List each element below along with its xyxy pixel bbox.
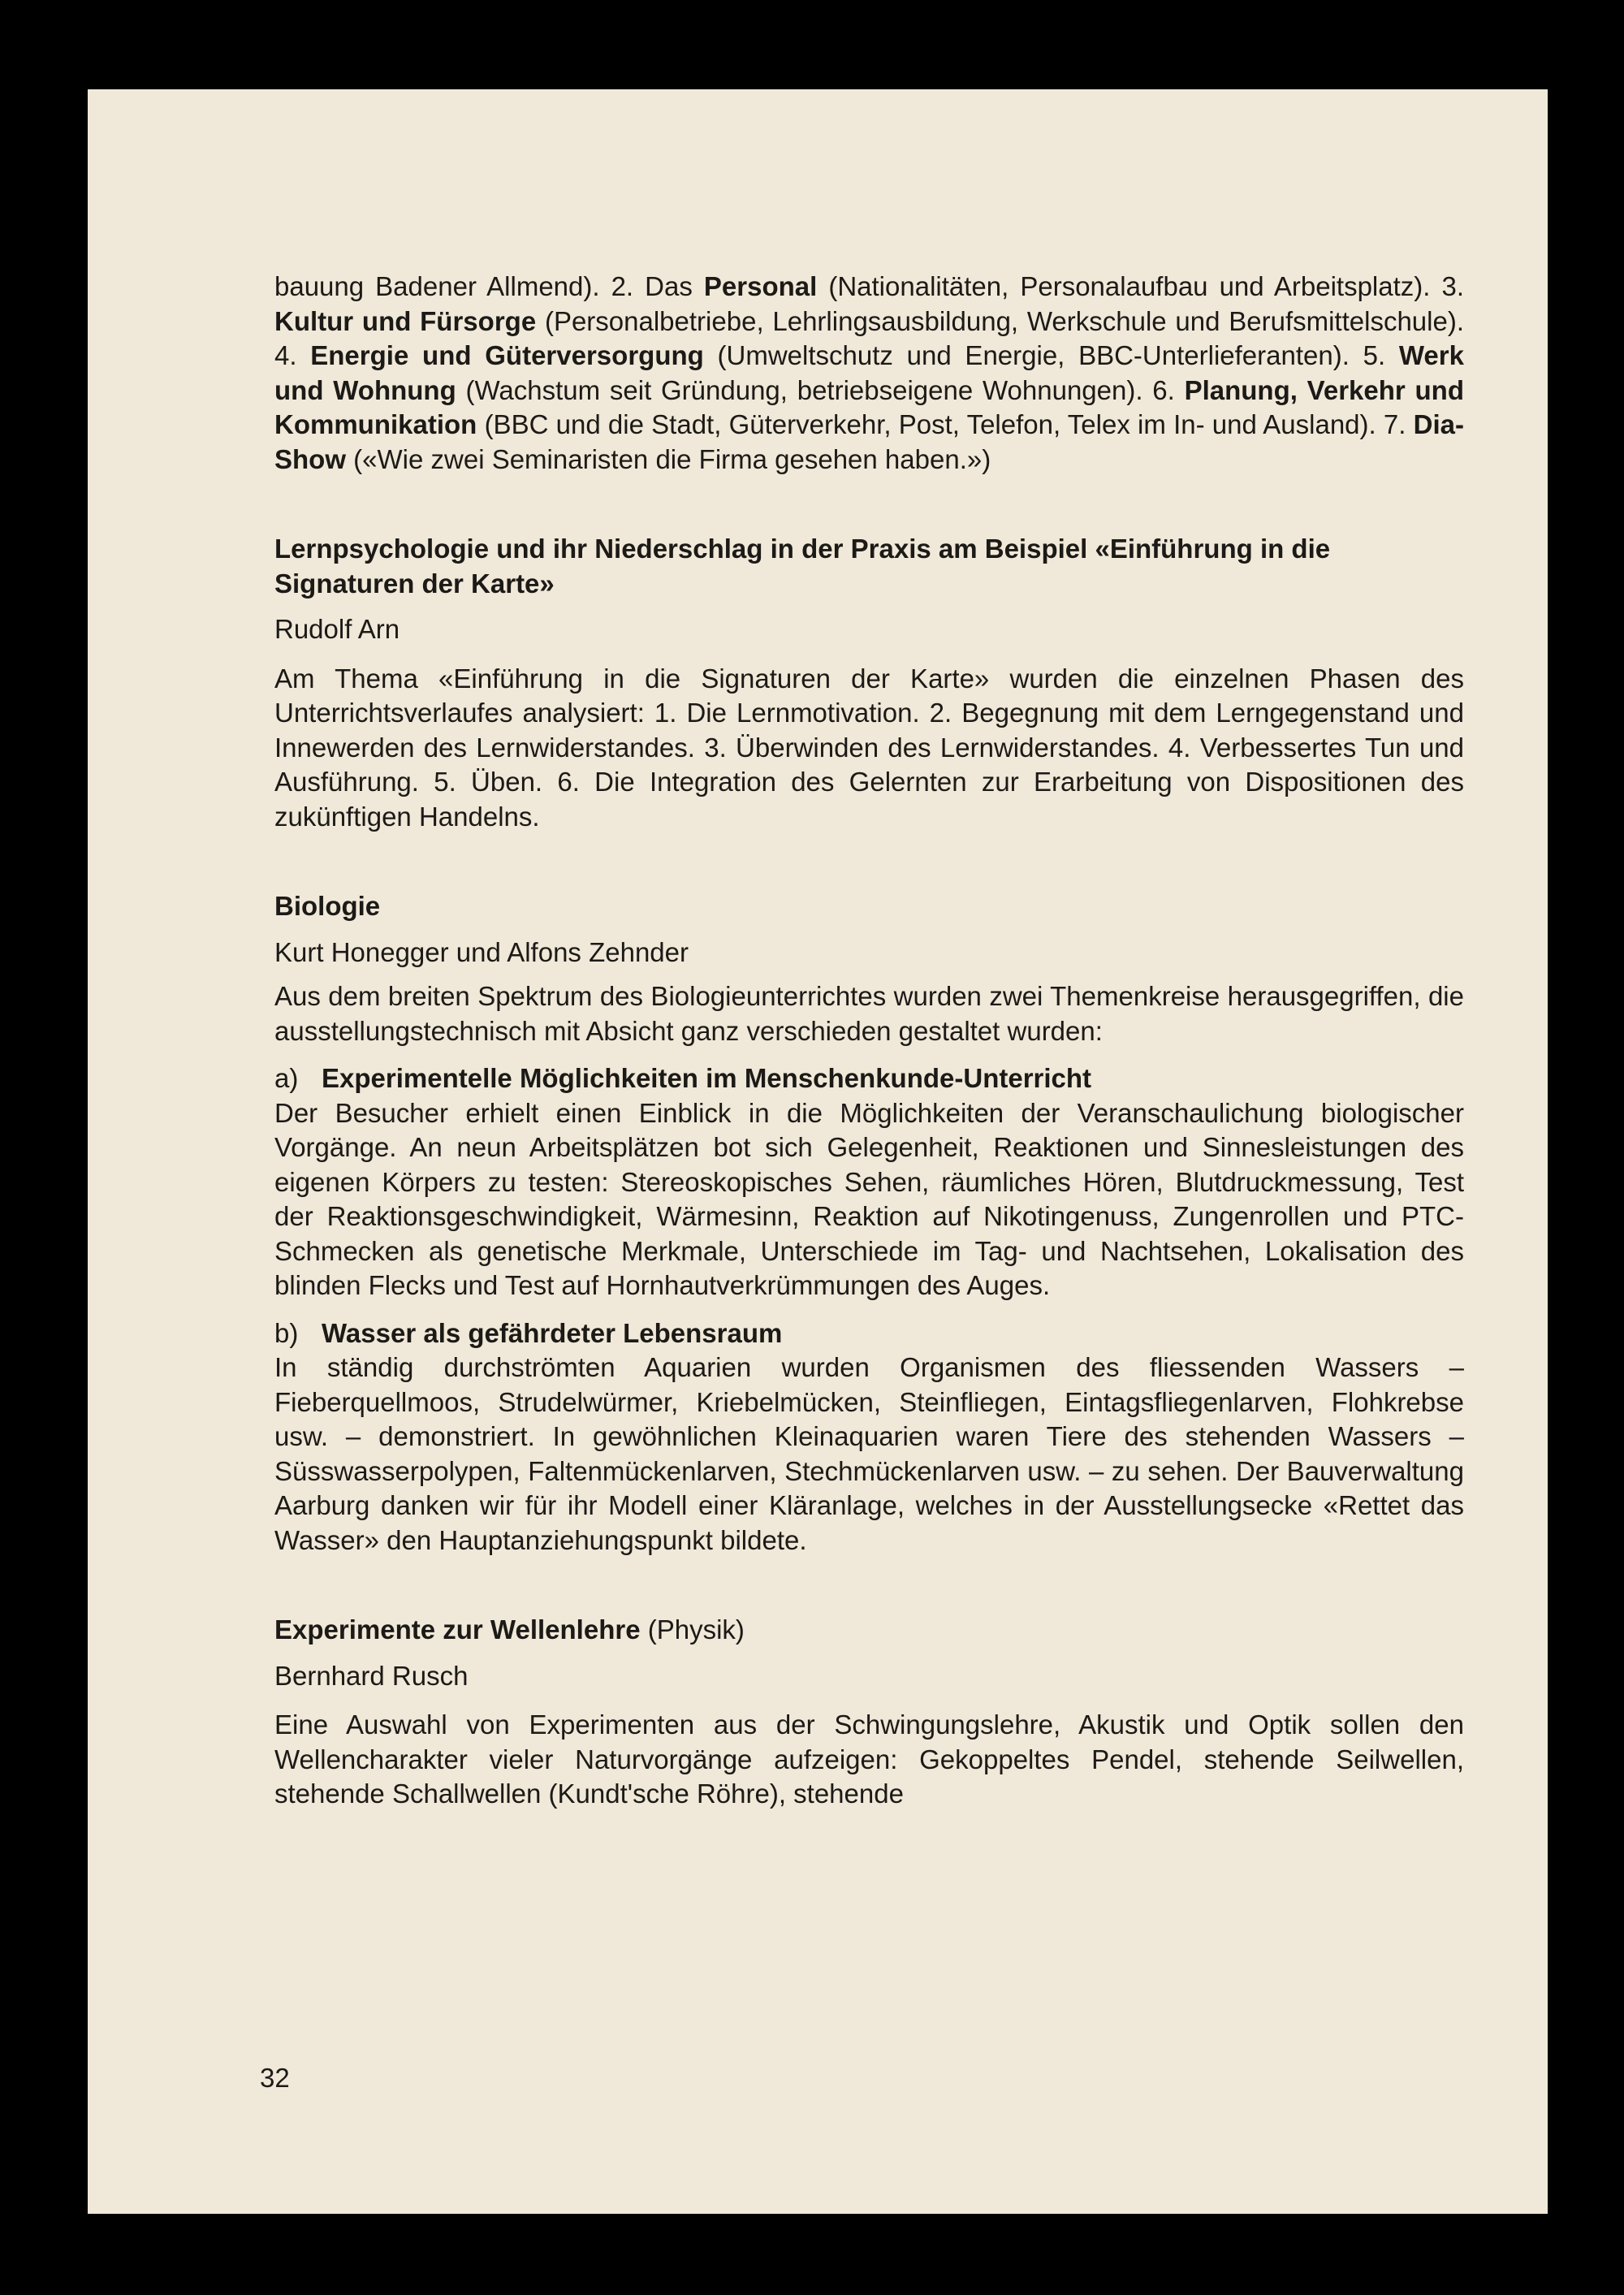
page-number: 32: [260, 2063, 290, 2093]
subsection-a-heading: a) Experimentelle Möglichkeiten im Menschenkunde-Unterricht: [274, 1063, 1092, 1093]
subsection-b-heading: b) Wasser als gefährdeter Lebensraum: [274, 1317, 783, 1348]
paragraph-biologie-intro: Aus dem breiten Spektrum des Biologieunterrichtes wurden zwei Themenkreise herausgegriffen, die ausstellungstechnisch mit Absicht ganz verschieden gestaltet wurden:: [274, 981, 1464, 1046]
section-title-lernpsychologie: Lernpsychologie und ihr Niederschlag in der Praxis am Beispiel «Einführung in die Signaturen der Karte»: [274, 534, 1331, 599]
document-page: [88, 89, 1548, 2214]
paragraph-subsection-a: Der Besucher erhielt einen Einblick in die Möglichkeiten der Veranschaulichung biologischer Vorgänge. An neun Arbeitsplätzen bot sich Gelegenheit, Reaktionen und Sinnesleistungen des eigenen Körpers zu testen: Stereoskopisches Sehen, räumliches Hören, Blutdruckmessung, Test der Reaktionsgeschwindigkeit, Wärmesinn, Reaktion auf Nikotingenuss, Zungenrollen und PTC-Schmecken als genetische Merkmale, Unterschiede im Tag- und Nachtsehen, Lokalisation des blinden Flecks und Test auf Hornhautverkrümmungen des Auges.: [274, 1097, 1464, 1300]
author-biologie: Kurt Honegger und Alfons Zehnder: [274, 936, 689, 967]
paragraph-lernpsychologie: Am Thema «Einführung in die Signaturen der Karte» wurden die einzelnen Phasen des Unterrichtsverlaufes analysiert: 1. Die Lernmotivation. 2. Begegnung mit dem Lerngegenstand und Innewerden des Lernwiderstandes. 3. Überwinden des Lernwiderstandes. 4. Verbessertes Tun und Ausführung. 5. Üben. 6. Die Integration des Gelernten zur Erarbeitung von Dispositionen des zukünftigen Handelns.: [274, 663, 1464, 832]
section-title-biologie: Biologie: [274, 891, 381, 921]
author-physik: Bernhard Rusch: [274, 1660, 469, 1691]
intro-paragraph: bauung Badener Allmend). 2. Das Personal (Nationalitäten, Personalaufbau und Arbeitsplatz). 3. Kultur und Fürsorge (Personalbetriebe, Lehrlingsausbildung, Werkschule und Berufsmittelschule). 4. Energie und Güterversorgung (Umweltschutz und Energie, BBC-Unterlieferanten). 5. Werk und Wohnung (Wachstum seit Gründung, betriebseigene Wohnungen). 6. Planung, Verkehr und Kommunikation (BBC und die Stadt, Güterverkehr, Post, Telefon, Telex im In- und Ausland). 7. Dia-Show («Wie zwei Seminaristen die Firma gesehen haben.»): [274, 271, 1465, 474]
paragraph-physik: Eine Auswahl von Experimenten aus der Schwingungslehre, Akustik und Optik sollen den Wellencharakter vieler Naturvorgänge aufzeigen: Gekoppeltes Pendel, stehende Seilwellen, stehende Schallwellen (Kundt'sche Röhre), stehende: [274, 1709, 1464, 1809]
section-title-physik: Experimente zur Wellenlehre (Physik): [274, 1614, 745, 1645]
page-content: [274, 270, 1464, 1812]
author-lernpsychologie: Rudolf Arn: [274, 614, 400, 644]
paragraph-subsection-b: In ständig durchströmten Aquarien wurden Organismen des fliessenden Wassers – Fieberquellmoos, Strudelwürmer, Kriebelmücken, Steinfliegen, Eintagsfliegenlarven, Flohkrebse usw. – demonstriert. In gewöhnlichen Kleinaquarien waren Tiere des stehenden Wassers – Süsswasserpolypen, Faltenmückenlarven, Stechmückenlarven usw. – zu sehen. Der Bauverwaltung Aarburg danken wir für ihr Modell einer Kläranlage, welches in der Ausstellungsecke «Rettet das Wasser» den Hauptanziehungspunkt bildete.: [274, 1352, 1464, 1555]
